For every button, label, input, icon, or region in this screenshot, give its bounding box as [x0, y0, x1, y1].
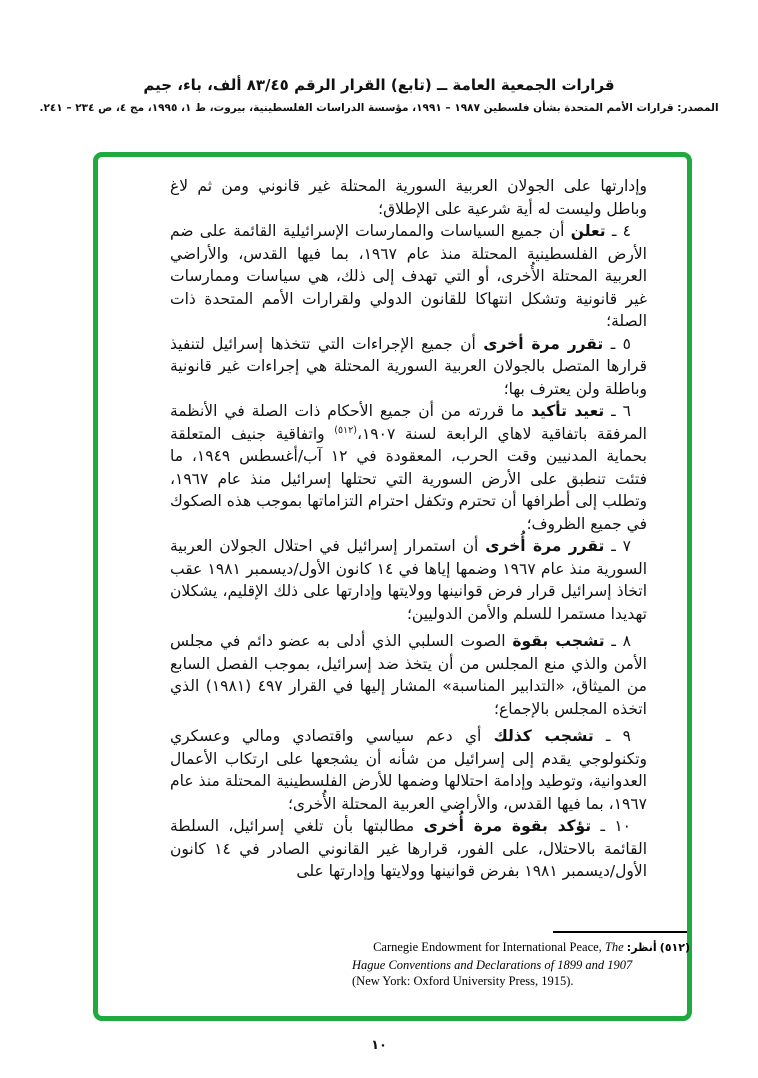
paragraph: ١٠ ـ تؤكد بقوة مرة أُخرى مطالبتها بأن تلغي إسرائيل، السلطة القائمة بالاحتلال، على الفور، قرارها غير القانوني الصادر في ١٤ كانون الأول/ديسمبر ١٩٨١ بفرض قوانينها وولايتها وإدارتها على: [170, 817, 647, 880]
footnote-separator: [553, 931, 687, 933]
footnote-see-label: أنظر:: [626, 941, 657, 954]
paragraph: ٦ ـ تعيد تأكيد ما قررته من أن جميع الأحكام ذات الصلة في الأنظمة المرفقة باتفاقية لاهاي الرابعة لسنة ١٩٠٧،$^{(٥١٢)}$ واتفاقية جنيف المتعلقة بحماية المدنيين وقت الحرب، المعقودة في ١٢ آب/أغسطس ١٩٤٩، ما فتئت تنطبق على الأرض السورية التي تحتلها إسرائيل منذ عام ١٩٦٧، وتطلب إلى أطرافها أن تحترم وتكفل احترام التزاماتها بموجب هذه الصكوك في جميع الظروف؛: [170, 402, 647, 533]
document-frame: [93, 152, 692, 1021]
footnote-citation-line-3: (New York: Oxford University Press, 1915).: [352, 974, 574, 988]
footnote-citation-line-1: [340, 939, 690, 957]
paragraph: ٩ ـ تشجب كذلك أي دعم سياسي واقتصادي ومالي وعسكري وتكنولوجي يقدم إلى إسرائيل من شأنه أن يشجعها على ارتكاب الأعمال العدوانية، وتوطيد وإدامة احتلالها وضمها للأرض الفلسطينية المحتلة منذ عام ١٩٦٧، بما فيها القدس، والأراضي العربية المحتلة الأُخرى؛: [170, 727, 647, 813]
body-paragraphs: [170, 175, 647, 935]
page-number: ١٠: [371, 1038, 387, 1053]
footnote-ref: (٥١٢): [659, 941, 690, 954]
paragraph: ٨ ـ تشجب بقوة الصوت السلبي الذي أدلى به عضو دائم في مجلس الأمن والذي منع المجلس من أن يتخذ ضد إسرائيل، بموجب الفصل السابع من الميثاق، «التدابير المناسبة» المشار إليها في القرار ٤٩٧ (١٩٨١) الذي اتخذه المجلس بالإجماع؛: [170, 632, 647, 718]
footnote-citation-line-2: Hague Conventions and Declarations of 1899 and 1907: [352, 957, 633, 972]
footnote: [340, 939, 690, 990]
page-header-title: قرارات الجمعية العامة ــ (تابع) القرار الرقم ٨٣/٤٥ ألف، باء، جيم: [143, 76, 615, 94]
page-header-source: المصدر: قرارات الأمم المتحدة بشأن فلسطين ١٩٨٧ – ١٩٩١، مؤسسة الدراسات الفلسطينية، بيروت، ط ١، ١٩٩٥، مج ٤، ص ٢٣٤ – ٢٤١.: [39, 102, 719, 114]
paragraph: وإدارتها على الجولان العربية السورية المحتلة غير قانوني ومن ثم لاغ وباطل وليست له أية شرعية على الإطلاق؛: [170, 177, 647, 218]
paragraph: ٤ ـ تعلن أن جميع السياسات والممارسات الإسرائيلية القائمة على ضم الأرض الفلسطينية المحتلة منذ عام ١٩٦٧، بما فيها القدس، والأراضي العربية المحتلة الأُخرى، أو التي تهدف إلى ذلك، هي سياسات وممارسات غير قانونية وتشكل انتهاكا للقانون الدولي ولقرارات الأمم المتحدة ذات الصلة؛: [170, 222, 647, 330]
paragraph: ٥ ـ تقرر مرة أخرى أن جميع الإجراءات التي تتخذها إسرائيل لتنفيذ قرارها المتصل بالجولان العربية السورية المحتلة هي إجراءات غير قانونية وباطلة ولن يعترف بها؛: [170, 334, 647, 398]
footnote-citation-english: Carnegie Endowment for International Peace, The: [373, 940, 624, 954]
paragraph: ٧ ـ تقرر مرة أُخرى أن استمرار إسرائيل في احتلال الجولان العربية السورية منذ عام ١٩٦٧ وضمها إياها في ١٤ كانون الأول/ديسمبر ١٩٨١ عقب اتخاذ إسرائيل قرار فرض قوانينها وولايتها وإدارتها على ذلك الإقليم، يشكلان تهديدا مستمرا للسلم والأمن الدوليين؛: [170, 537, 647, 623]
